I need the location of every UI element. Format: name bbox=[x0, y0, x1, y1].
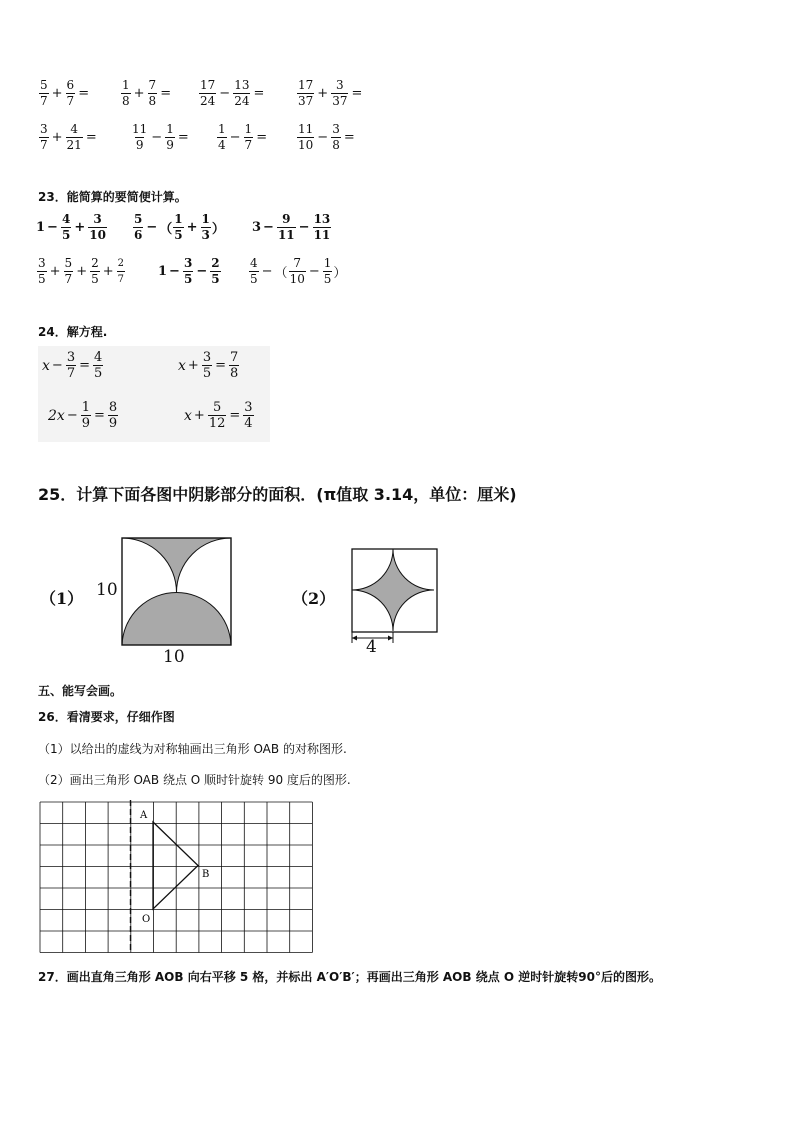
shaded-region-bottom bbox=[122, 593, 231, 646]
operator: − bbox=[219, 86, 231, 101]
fraction bbox=[173, 212, 183, 243]
whole-number: 1 bbox=[158, 264, 168, 279]
fraction bbox=[88, 212, 107, 243]
operator: − bbox=[263, 220, 274, 235]
equals-sign: = bbox=[351, 86, 363, 101]
operator: + bbox=[193, 408, 205, 423]
fraction bbox=[81, 400, 91, 431]
variable: x bbox=[184, 407, 192, 424]
numerator: 4 bbox=[61, 212, 71, 226]
fraction bbox=[93, 350, 103, 381]
denominator: 11 bbox=[277, 228, 295, 242]
operator: + bbox=[51, 86, 63, 101]
fraction bbox=[233, 78, 250, 109]
denominator: 8 bbox=[148, 94, 157, 108]
numerator: 2 bbox=[91, 256, 99, 270]
fraction bbox=[331, 122, 341, 153]
arrow-right-icon bbox=[388, 636, 393, 641]
equals-sign: = bbox=[177, 130, 189, 145]
q23-expr-1 bbox=[36, 212, 132, 243]
fraction bbox=[66, 78, 76, 109]
denominator: 7 bbox=[40, 138, 48, 152]
denominator: 5 bbox=[38, 272, 46, 286]
denominator: 6 bbox=[134, 228, 143, 242]
equals-sign: = bbox=[78, 86, 90, 101]
numerator: 5 bbox=[134, 212, 143, 226]
numerator: 3 bbox=[336, 78, 344, 92]
point-o-label: O bbox=[142, 914, 151, 925]
expr-2-3 bbox=[216, 122, 296, 153]
denominator: 11 bbox=[313, 228, 331, 242]
operator: − bbox=[169, 264, 180, 279]
numerator: 4 bbox=[250, 256, 258, 270]
fraction bbox=[64, 256, 74, 287]
q25-title: 25．计算下面各图中阴影部分的面积．(π值取 3.14，单位：厘米) bbox=[38, 485, 517, 504]
operator: + bbox=[187, 358, 199, 373]
denominator: 8 bbox=[122, 94, 130, 108]
denominator: 9 bbox=[108, 416, 118, 431]
fraction-row-1 bbox=[38, 78, 364, 109]
equation-1 bbox=[42, 350, 104, 381]
q23-expr-5 bbox=[158, 256, 248, 287]
operator: + bbox=[317, 86, 329, 101]
equals-sign: = bbox=[253, 86, 265, 101]
denominator: 5 bbox=[94, 366, 103, 381]
paren-open: （ bbox=[274, 266, 288, 281]
q23-title: 23．能简算的要简便计算。 bbox=[38, 190, 187, 204]
q26-requirement-1: （1）以给出的虚线为对称轴画出三角形 OAB 的对称图形. bbox=[38, 742, 347, 756]
denominator: 7 bbox=[117, 271, 125, 287]
q23-expr-4 bbox=[36, 256, 158, 287]
denominator: 24 bbox=[200, 94, 216, 108]
operator: − bbox=[196, 264, 208, 279]
numerator: 1 bbox=[166, 122, 174, 136]
fraction bbox=[229, 350, 239, 381]
section-5-title: 五、能写会画。 bbox=[38, 684, 123, 698]
figure-1-side-label: 10 bbox=[96, 580, 118, 600]
whole-number: 1 bbox=[36, 220, 46, 235]
fraction bbox=[66, 350, 76, 381]
expr-2-4 bbox=[296, 122, 357, 153]
fraction bbox=[208, 400, 227, 431]
operator: + bbox=[74, 220, 86, 235]
numerator: 17 bbox=[298, 78, 314, 92]
numerator: 7 bbox=[230, 350, 239, 365]
operator: + bbox=[51, 130, 63, 145]
denominator: 7 bbox=[66, 94, 75, 108]
figure-1-bottom-label: 10 bbox=[163, 647, 185, 667]
numerator: 5 bbox=[40, 78, 48, 92]
numerator: 11 bbox=[132, 122, 148, 136]
numerator: 1 bbox=[81, 400, 90, 415]
expr-1-4 bbox=[296, 78, 364, 109]
denominator: 5 bbox=[323, 272, 332, 286]
operator: − bbox=[229, 130, 241, 145]
operator: − bbox=[298, 220, 310, 235]
equals-sign: = bbox=[343, 130, 355, 145]
denominator: 9 bbox=[81, 416, 90, 431]
denominator: 5 bbox=[91, 272, 99, 286]
denominator: 10 bbox=[289, 272, 305, 286]
denominator: 7 bbox=[244, 138, 253, 152]
numerator: 2 bbox=[211, 256, 220, 270]
point-b-label: B bbox=[202, 869, 210, 880]
fraction bbox=[183, 256, 193, 287]
numerator: 3 bbox=[183, 256, 193, 270]
denominator: 21 bbox=[66, 138, 82, 152]
denominator: 5 bbox=[174, 228, 183, 242]
numerator: 7 bbox=[148, 78, 157, 92]
fraction bbox=[199, 78, 216, 109]
fraction bbox=[148, 78, 158, 109]
denominator: 10 bbox=[298, 138, 314, 152]
denominator: 8 bbox=[230, 366, 239, 381]
fraction bbox=[313, 212, 332, 243]
equation-2 bbox=[178, 350, 240, 381]
numerator: 3 bbox=[38, 256, 46, 270]
numerator: 1 bbox=[244, 122, 253, 136]
numerator: 4 bbox=[94, 350, 103, 365]
fraction bbox=[121, 78, 131, 109]
fraction-row-2 bbox=[38, 122, 357, 153]
numerator: 6 bbox=[66, 78, 75, 92]
fraction bbox=[202, 350, 212, 381]
fraction bbox=[297, 78, 314, 109]
paren-close: ） bbox=[333, 266, 347, 281]
fraction bbox=[217, 122, 227, 153]
q23-row-1 bbox=[36, 212, 332, 243]
whole-number: 3 bbox=[252, 220, 262, 235]
figure-1 bbox=[119, 535, 239, 647]
numerator: 3 bbox=[202, 350, 212, 365]
denominator: 9 bbox=[135, 138, 144, 152]
operator: − bbox=[146, 220, 158, 235]
denominator: 3 bbox=[201, 228, 210, 242]
fraction bbox=[289, 256, 306, 287]
numerator: 3 bbox=[332, 122, 340, 136]
grid-lines bbox=[40, 802, 312, 953]
fraction bbox=[39, 122, 49, 153]
denominator: 5 bbox=[202, 366, 212, 381]
expr-2-1 bbox=[38, 122, 130, 153]
q23-expr-2 bbox=[132, 212, 252, 243]
equals-sign: = bbox=[94, 408, 105, 423]
fraction bbox=[131, 122, 148, 153]
denominator: 5 bbox=[183, 272, 193, 286]
denominator: 4 bbox=[244, 416, 253, 431]
drawing-grid bbox=[38, 800, 314, 956]
denominator: 12 bbox=[208, 416, 226, 431]
numerator: 5 bbox=[64, 256, 73, 270]
fraction bbox=[249, 256, 259, 287]
denominator: 7 bbox=[40, 94, 48, 108]
fraction bbox=[323, 256, 333, 287]
denominator: 37 bbox=[332, 94, 348, 108]
fraction bbox=[61, 212, 71, 243]
numerator: 3 bbox=[93, 212, 102, 226]
numerator: 1 bbox=[218, 122, 226, 136]
fraction bbox=[165, 122, 175, 153]
numerator: 1 bbox=[201, 212, 210, 226]
operator: + bbox=[133, 86, 145, 101]
operator: − bbox=[47, 220, 58, 235]
numerator: 13 bbox=[313, 212, 331, 226]
equals-sign: = bbox=[160, 86, 172, 101]
q24-title: 24．解方程. bbox=[38, 325, 108, 339]
denominator: 37 bbox=[298, 94, 314, 108]
fraction bbox=[297, 122, 314, 153]
numerator: 9 bbox=[282, 212, 291, 226]
operator: + bbox=[186, 220, 198, 235]
denominator: 5 bbox=[211, 272, 220, 286]
shaded-star-region bbox=[352, 549, 434, 631]
equals-sign: = bbox=[256, 130, 268, 145]
equals-sign: = bbox=[79, 358, 90, 373]
fraction bbox=[244, 122, 254, 153]
fraction bbox=[108, 400, 118, 431]
fraction bbox=[133, 212, 143, 243]
numerator: 1 bbox=[174, 212, 183, 226]
fraction bbox=[66, 122, 83, 153]
denominator: 4 bbox=[218, 138, 226, 152]
operator: + bbox=[76, 264, 88, 279]
shaded-region-top bbox=[122, 538, 231, 593]
numerator: 7 bbox=[293, 256, 302, 270]
numerator: 11 bbox=[298, 122, 314, 136]
operator: − bbox=[261, 264, 273, 279]
operator: − bbox=[151, 130, 163, 145]
numerator: 5 bbox=[212, 400, 222, 415]
operator: − bbox=[51, 358, 63, 373]
point-a-label: A bbox=[140, 810, 148, 821]
equals-sign: = bbox=[215, 358, 226, 373]
figure-2-label: （2） bbox=[292, 589, 336, 608]
expr-2-2 bbox=[130, 122, 216, 153]
denominator: 7 bbox=[64, 272, 73, 286]
numerator: 2 bbox=[117, 258, 125, 269]
fraction bbox=[37, 256, 47, 287]
denominator: 9 bbox=[166, 138, 174, 152]
fraction bbox=[331, 78, 348, 109]
paren-open: （ bbox=[159, 222, 173, 237]
operator: − bbox=[308, 264, 320, 279]
fraction bbox=[117, 256, 125, 287]
numerator: 3 bbox=[66, 350, 76, 365]
fraction bbox=[210, 256, 220, 287]
q26-requirement-2: （2）画出三角形 OAB 绕点 O 顺时针旋转 90 度后的图形. bbox=[38, 773, 351, 787]
denominator: 7 bbox=[66, 366, 76, 381]
numerator: 3 bbox=[244, 400, 253, 415]
denominator: 24 bbox=[234, 94, 250, 108]
q23-expr-6 bbox=[248, 256, 346, 287]
q27-title: 27．画出直角三角形 AOB 向右平移 5 格，并标出 A′O′B′；再画出三角形 AOB 绕点 O 逆时针旋转90°后的图形。 bbox=[38, 970, 661, 984]
numerator: 17 bbox=[200, 78, 216, 92]
numerator: 13 bbox=[234, 78, 250, 92]
expr-1-1 bbox=[38, 78, 120, 109]
numerator: 3 bbox=[40, 122, 48, 136]
equals-sign: = bbox=[85, 130, 97, 145]
operator: + bbox=[102, 264, 114, 279]
equation-3 bbox=[48, 400, 119, 431]
operator: + bbox=[49, 264, 61, 279]
numerator: 8 bbox=[108, 400, 118, 415]
numerator: 4 bbox=[70, 122, 78, 136]
paren-close: ） bbox=[211, 222, 225, 237]
operator: − bbox=[317, 130, 329, 145]
q23-expr-3 bbox=[252, 212, 332, 243]
fraction bbox=[90, 256, 100, 287]
denominator: 8 bbox=[332, 138, 340, 152]
numerator: 1 bbox=[323, 256, 332, 270]
fraction bbox=[201, 212, 211, 243]
denominator: 5 bbox=[61, 228, 71, 242]
fraction bbox=[277, 212, 296, 243]
arrow-left-icon bbox=[352, 636, 357, 641]
q26-title: 26．看清要求，仔细作图 bbox=[38, 710, 175, 724]
variable: 2x bbox=[48, 407, 65, 424]
figure-2 bbox=[348, 545, 440, 645]
fraction bbox=[243, 400, 253, 431]
expr-1-3 bbox=[198, 78, 296, 109]
numerator: 1 bbox=[122, 78, 130, 92]
q23-row-2 bbox=[36, 256, 346, 287]
expr-1-2 bbox=[120, 78, 198, 109]
variable: x bbox=[178, 357, 186, 374]
triangle-oab bbox=[153, 822, 198, 909]
equation-4 bbox=[184, 400, 255, 431]
fraction bbox=[39, 78, 49, 109]
variable: x bbox=[42, 357, 50, 374]
denominator: 5 bbox=[250, 272, 258, 286]
operator: − bbox=[66, 408, 78, 423]
equals-sign: = bbox=[229, 408, 241, 423]
figure-1-label: （1） bbox=[40, 589, 84, 608]
denominator: 10 bbox=[89, 228, 106, 242]
figure-2-dimension-label: 4 bbox=[366, 637, 377, 657]
